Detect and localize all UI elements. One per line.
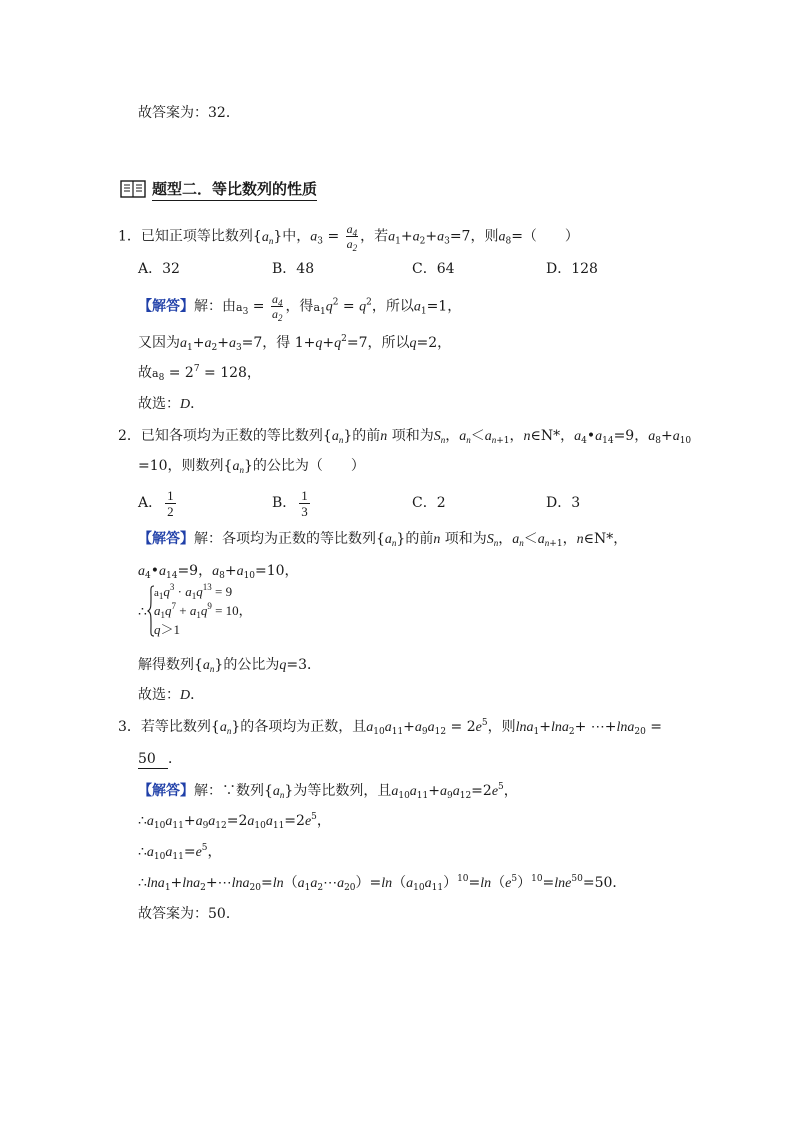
section-header [120,178,317,200]
q3-solution-line3: $\therefore a_{10}a_{11}=e^5$， [138,843,222,862]
q2-option-a: A． $\frac{1}{2}$ [138,487,174,519]
q1-option-b: B．48 [272,261,315,277]
q1-choice: 故选：D． [138,396,205,412]
q1-solution-line2: 又因为$a_1+a_2+a_3=7$，得 $1+q+q^2=7$，所以q=2， [138,334,452,353]
q3-stem-line2: 50 ． [138,751,182,767]
q1-solution-line3: 故$a_8 = 2^7 = 128$， [138,364,261,383]
q1-option-a: A．32 [138,261,180,277]
book-icon [120,179,146,199]
q3-solution-line1: 【解答】解：∵数列$\{a_n\}$为等比数列，且$a_{10}a_{11}+a_9a_{12}=2e^5$， [138,782,518,801]
q1-stem: 1．已知正项等比数列$\{a_n\}$中，$a_3$ = $\frac{a_4}{a_2}$ ，若$a_1+a_2+a_3=7$，则$a_8=$（ ） [118,222,579,253]
q2-choice: 故选：D． [138,687,205,703]
q3-final-answer: 故答案为：50． [138,906,240,922]
q2-stem-line2: =10，则数列$\{a_n\}$的公比为（ ） [138,458,365,475]
q2-solution-line2: $a_4•a_{14}=9$，$a_8+a_{10}=10$， [138,563,299,581]
q3-solution-line2: $\therefore a_{10}a_{11}+a_9a_{12}=2a_{10}a_{11}=2e^5$， [138,812,331,831]
q3-stem-line1: 3．若等比数列$\{a_n\}$的各项均为正数，且$a_{10}a_{11}+a_9a_{12} = 2e^5$，则lna$_1$+lna$_2$+ ⋯+lna$_{20}$ = [118,718,663,737]
q2-option-b: B． $\frac{1}{3}$ [272,487,308,519]
q1-option-c: C．64 [412,261,455,277]
q2-solution-line1: 【解答】解：各项均为正数的等比数列$\{a_n\}$的前n 项和为$S_n$，$a_n<a_{n+1}$，n∈N*， [138,531,628,549]
q1-number: 1． [118,228,141,245]
q1-option-d: D．128 [546,261,598,277]
q2-stem-line1: 2．已知各项均为正数的等比数列$\{a_n\}$的前n 项和为$S_n$，$a_n<a_{n+1}$，n∈N*，$a_4•a_{14}=9$，$a_8+a_{10}$ [118,428,692,446]
q1-solution-line1: 【解答】解：由$a_3$ = $\frac{a_4}{a_2}$ ，得$a_1q^2 = q^2$，所以$a_1=1$， [138,292,462,323]
q3-solution-line4: $\therefore\ln a_1+\ln a_2+\cdots\ln a_{20}=\ln(a_1a_2\cdots a_{20})=\ln(a_{10}a_{11})^{10}=\ln(e^5)^{10}=\ln e^{50}=50$． [138,874,627,893]
section-title: 题型二．等比数列的性质 [152,178,317,201]
q1-fraction: $\frac{a_4}{a_2}$ [346,222,358,253]
previous-answer: 故答案为：32． [138,105,240,121]
q2-option-d: D．3 [546,495,581,511]
q2-number: 2． [118,428,141,444]
q2-solution-line4: 解得数列$\{a_n\}$的公比为q=3． [138,657,321,674]
q2-option-c: C．2 [412,495,446,511]
solution-tag: 【解答】 [138,298,194,315]
q3-number: 3． [118,719,141,735]
q3-answer-blank: 50 [138,750,168,769]
